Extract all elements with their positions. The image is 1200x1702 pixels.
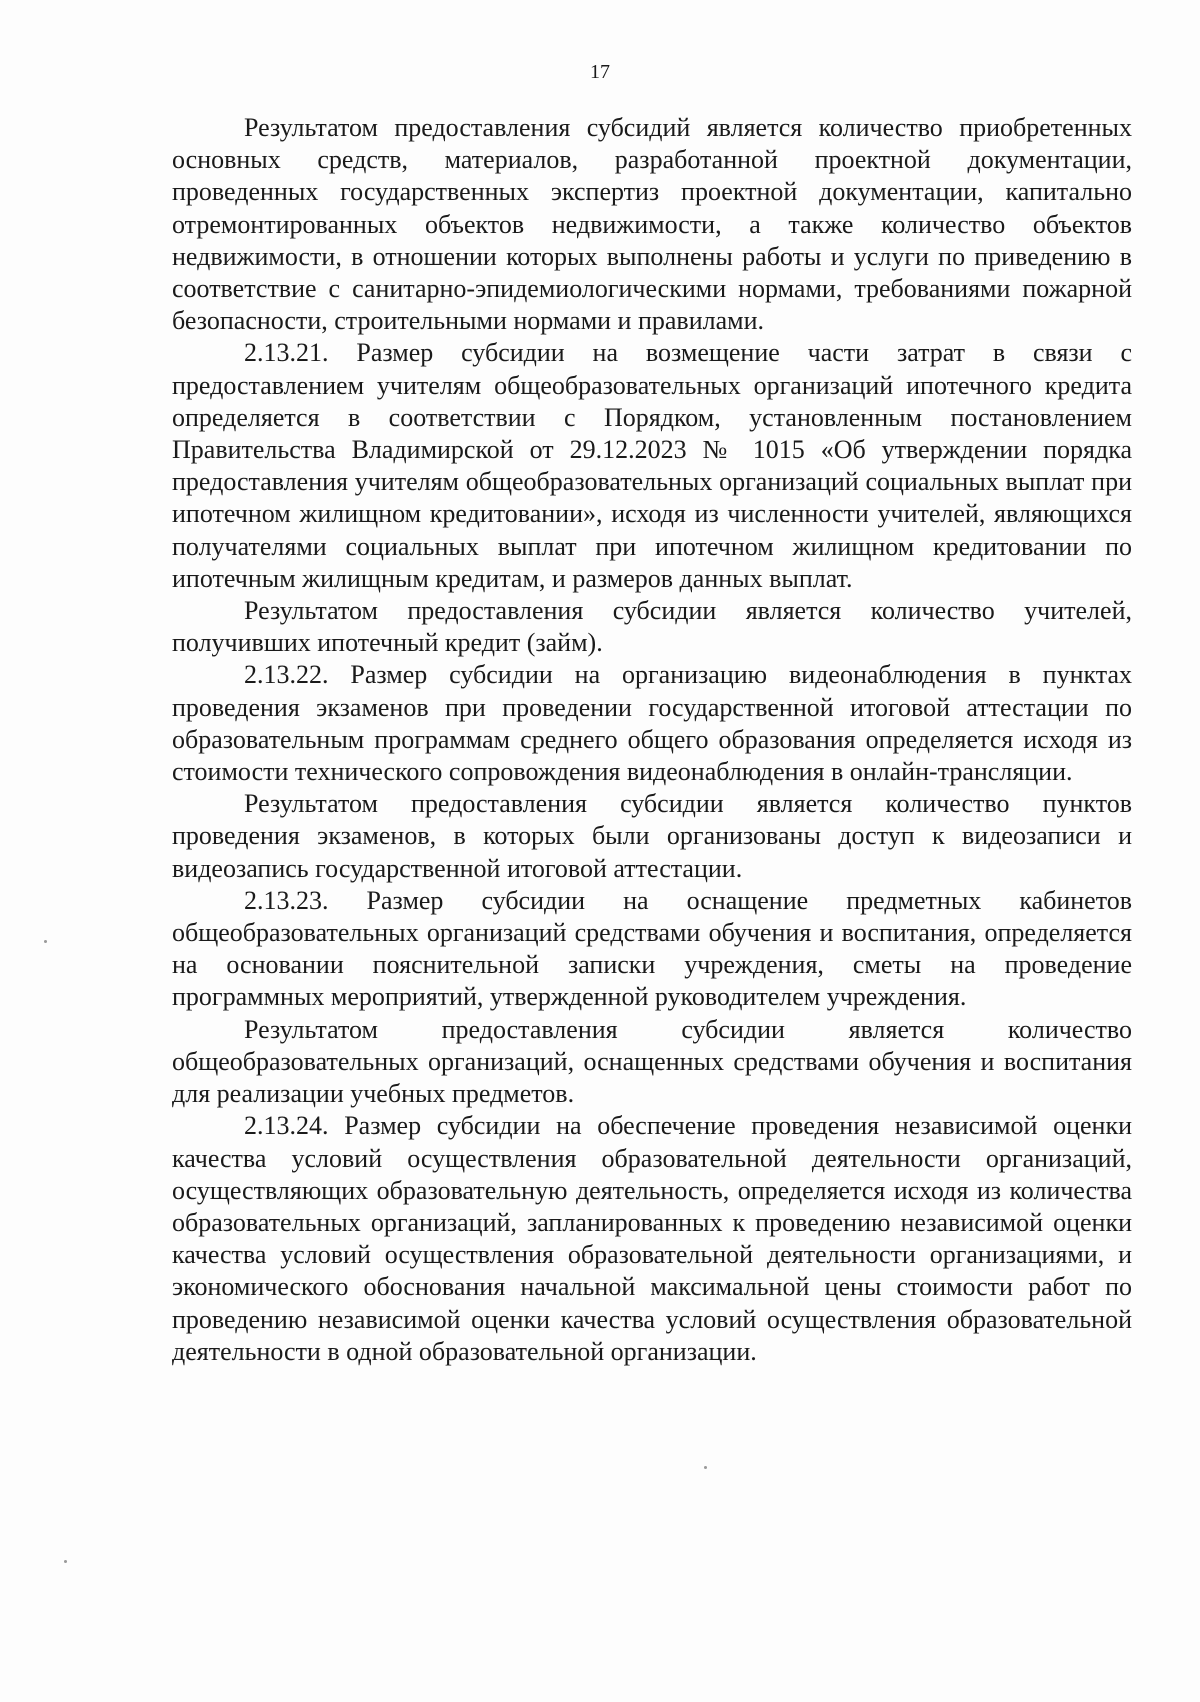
paragraph-2-13-23: 2.13.23. Размер субсидии на оснащение предметных кабинетов общеобразовательных организаций средствами обучения и воспитания, определяется на основании пояснительной записки учреждения, сметы на проведение программных мероприятий, утвержденной руководителем учреждения. (172, 885, 1132, 1012)
scan-speck (704, 1466, 707, 1469)
paragraph-2-13-22: 2.13.22. Размер субсидии на организацию видеонаблюдения в пунктах проведения экзаменов при проведении государственной итоговой аттестации по образовательным программам среднего общего образования определяется исходя из стоимости технического сопровождения видеонаблюдения в онлайн-трансляции. (172, 660, 1132, 787)
paragraph-2-13-21: 2.13.21. Размер субсидии на возмещение части затрат в связи с предоставлением учителям общеобразовательных организаций ипотечного кредита определяется в соответствии с Порядком, установленным постановлением Правительства Владимирской от 29.12.2023 № 1015 «Об утверждении порядка предоставления учителям общеобразовательных организаций социальных выплат при ипотечном жилищном кредитовании», исходя из численности учителей, являющихся получателями социальных выплат при ипотечном жилищном кредитовании по ипотечным жилищным кредитам, и размеров данных выплат. (172, 338, 1132, 593)
paragraph-result-teachers: Результатом предоставления субсидии является количество учителей, получивших ипотечный кредит (займ). (172, 596, 1132, 658)
paragraph-result-exam-points: Результатом предоставления субсидии является количество пунктов проведения экзаменов, в которых были организованы доступ к видеозаписи и видеозапись государственной итоговой аттестации. (172, 789, 1132, 883)
scan-speck (64, 1560, 67, 1563)
document-body (172, 112, 1132, 1368)
scan-speck (44, 940, 47, 943)
paragraph-2-13-24: 2.13.24. Размер субсидии на обеспечение проведения независимой оценки качества условий осуществления образовательной деятельности организаций, осуществляющих образовательную деятельность, определяется исходя из количества образовательных организаций, запланированных к проведению независимой оценки качества условий осуществления образовательной деятельности организациями, и экономического обоснования начальной максимальной цены стоимости работ по проведению независимой оценки качества условий осуществления образовательной деятельности в одной образовательной организации. (172, 1111, 1132, 1366)
paragraph-result-equipped-organizations: Результатом предоставления субсидии является количество общеобразовательных организаций, оснащенных средствами обучения и воспитания для реализации учебных предметов. (172, 1014, 1132, 1109)
paragraph-result-subsidies: Результатом предоставления субсидий является количество приобретенных основных средств, материалов, разработанной проектной документации, проведенных государственных экспертиз проектной документации, капитально отремонтированных объектов недвижимости, а также количество объектов недвижимости, в отношении которых выполнены работы и услуги по приведению в соответствие с санитарно-эпидемиологическими нормами, требованиями пожарной безопасности, строительными нормами и правилами. (172, 113, 1132, 336)
page-number: 17 (590, 61, 610, 83)
